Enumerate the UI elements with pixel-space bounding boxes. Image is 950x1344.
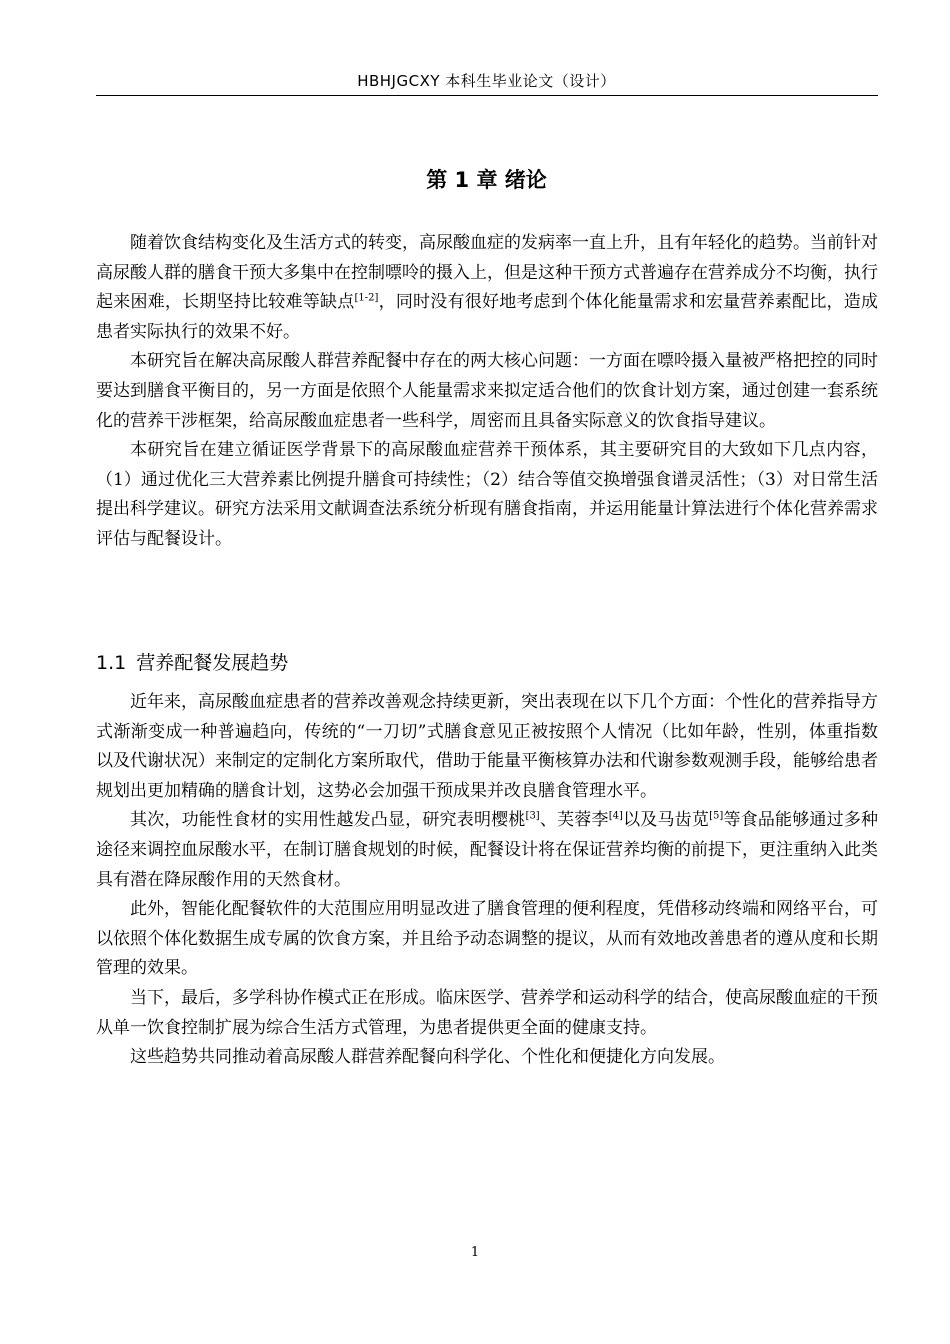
section-paragraph-2-text-a: 其次，功能性食材的实用性越发凸显，研究表明樱桃 <box>130 810 526 831</box>
section-paragraph-4: 当下，最后，多学科协作模式正在形成。临床医学、营养学和运动科学的结合，使高尿酸血症的干预从单一饮食控制扩展为综合生活方式管理，为患者提供更全面的健康支持。 <box>96 987 878 1038</box>
section-title-text: 营养配餐发展趋势 <box>136 652 289 674</box>
citation-3: [3] <box>525 810 540 822</box>
section-text <box>96 688 878 1073</box>
citation-1-2: [1-2] <box>354 292 379 304</box>
chapter-title: 第 1 章 绪论 <box>426 168 547 192</box>
intro-paragraph-1 <box>96 229 878 347</box>
section-paragraph-3: 此外，智能化配餐软件的大范围应用明显改进了膳食管理的便利程度，凭借移动终端和网络平台，可以依照个体化数据生成专属的饮食方案，并且给予动态调整的提议，从而有效地改善患者的遵从度和长期管理的效果。 <box>96 899 878 979</box>
intro-paragraph-1-text: 随着饮食结构变化及生活方式的转变，高尿酸血症的发病率一直上升，且有年轻化的趋势。当前针对高尿酸人群的膳食干预大多集中在控制嘌呤的摄入上，但是这种干预方式普遍存在营养成分不均衡，执行起来困难，长期坚持比较难等缺点 <box>96 233 878 313</box>
page-header: HBHJGCXY 本科生毕业论文（设计） <box>357 72 616 90</box>
intro-paragraph-3: 本研究旨在建立循证医学背景下的高尿酸血症营养干预体系，其主要研究目的大致如下几点内容，（1）通过优化三大营养素比例提升膳食可持续性；（2）结合等值交换增强食谱灵活性；（3）对日常生活提出科学建议。研究方法采用文献调查法系统分析现有膳食指南，并运用能量计算法进行个体化营养需求评估与配餐设计。 <box>96 440 878 549</box>
section-paragraph-1: 近年来，高尿酸血症患者的营养改善观念持续更新，突出表现在以下几个方面：个性化的营养指导方式渐渐变成一种普遍趋向，传统的“一刀切”式膳食意见正被按照个人情况（比如年龄，性别，体重指数以及代谢状况）来制定的定制化方案所取代，借助于能量平衡核算办法和代谢参数观测手段，能够给患者规划出更加精确的膳食计划，这势必会加强干预成果并改良膳食管理水平。 <box>96 692 878 801</box>
intro-paragraph-1-text-end: ，同时没有很好地考虑到个体化能量需求和宏量营养素配比，造成患者实际执行的效果不好。 <box>96 292 879 342</box>
section-paragraph-5: 这些趋势共同推动着高尿酸人群营养配餐向科学化、个性化和便捷化方向发展。 <box>130 1047 725 1068</box>
header-rule <box>96 95 878 96</box>
intro-paragraph-2: 本研究旨在解决高尿酸人群营养配餐中存在的两大核心问题：一方面在嘌呤摄入量被严格把控的同时要达到膳食平衡目的，另一方面是依照个人能量需求来拟定适合他们的饮食计划方案，通过创建一套系统化的营养干涉框架，给高尿酸血症患者一些科学，周密而且具备实际意义的饮食指导建议。 <box>96 351 878 431</box>
section-paragraph-2-text-b: 、芙蓉李 <box>539 810 609 831</box>
citation-4: [4] <box>608 810 623 822</box>
section-paragraph-2 <box>96 806 878 895</box>
section-heading <box>96 648 288 675</box>
section-number: 1.1 <box>96 652 127 674</box>
section-paragraph-2-text-d: 等食品能够通过多种途径来调控血尿酸水平，在制订膳食规划的时候，配餐设计将在保证营养均衡的前提下，更注重纳入此类具有潜在降尿酸作用的天然食材。 <box>96 810 879 890</box>
page-number: 1 <box>470 1245 480 1260</box>
intro-text <box>96 229 878 555</box>
section-paragraph-2-text-c: 以及马齿苋 <box>622 810 710 831</box>
citation-5: [5] <box>709 810 724 822</box>
